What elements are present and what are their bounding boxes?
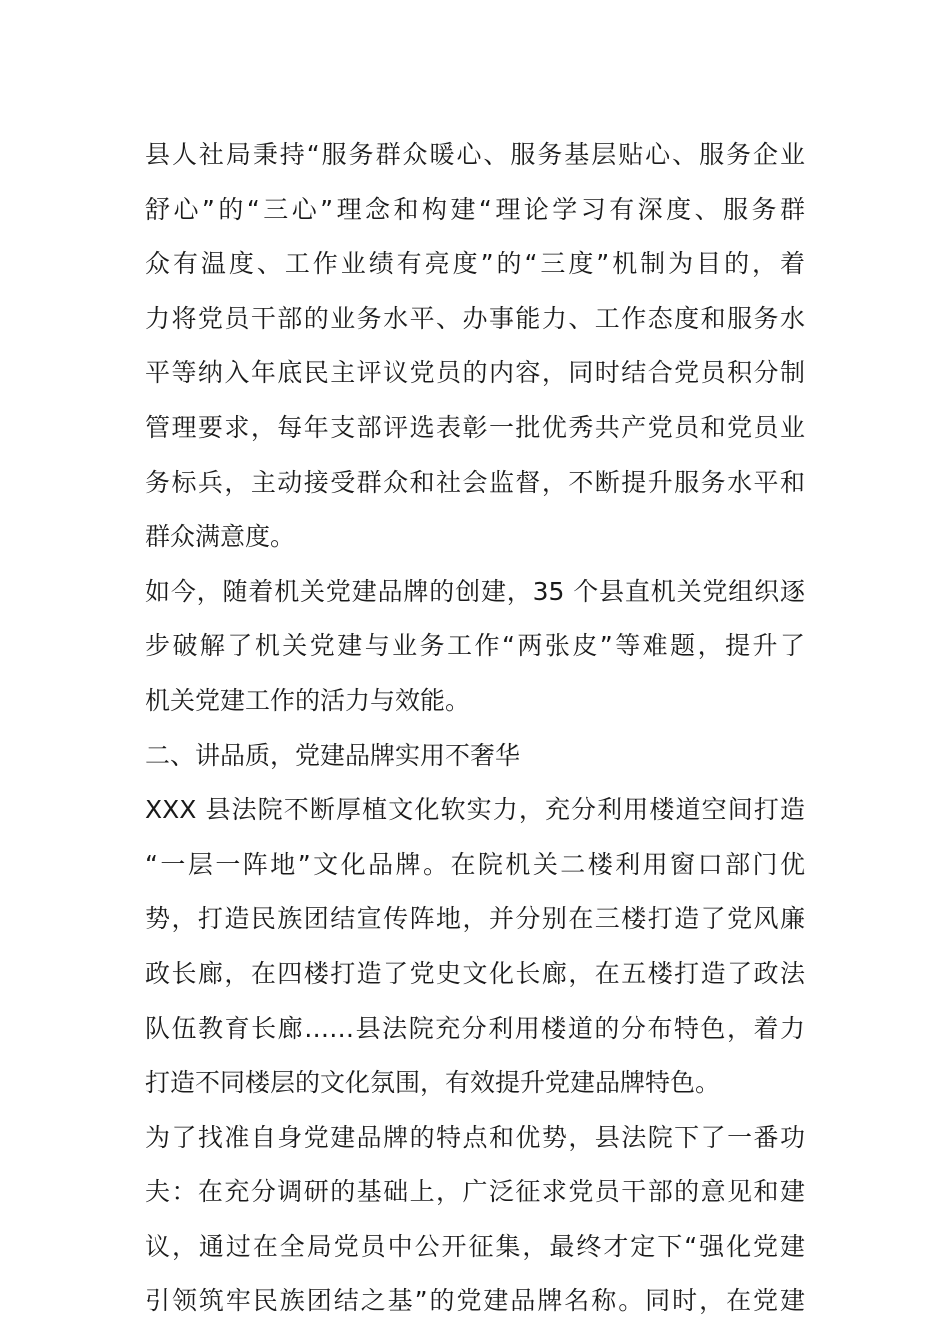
text-line: 机关党建工作的活力与效能。 xyxy=(145,685,471,715)
paragraph-2 xyxy=(145,565,805,729)
text-line: 务标兵，主动接受群众和社会监督，不断提升服务水平和 xyxy=(145,467,805,497)
text-line: 管理要求，每年支部评选表彰一批优秀共产党员和党员业 xyxy=(145,412,805,442)
text-line: 力将党员干部的业务水平、办事能力、工作态度和服务水 xyxy=(145,303,805,333)
text-line: 众有温度、工作业绩有亮度”的“三度”机制为目的，着 xyxy=(145,249,805,279)
paragraph-3 xyxy=(145,783,805,1111)
text-line: 平等纳入年底民主评议党员的内容，同时结合党员积分制 xyxy=(145,358,805,388)
text-line: 政长廊，在四楼打造了党史文化长廊，在五楼打造了政法 xyxy=(145,958,805,988)
text-line: 舒心”的“三心”理念和构建“理论学习有深度、服务群 xyxy=(145,194,805,224)
text-line: 如今，随着机关党建品牌的创建，35 个县直机关党组织逐 xyxy=(145,576,805,606)
text-line: 打造不同楼层的文化氛围，有效提升党建品牌特色。 xyxy=(145,1068,721,1098)
text-line: 为了找准自身党建品牌的特点和优势，县法院下了一番功 xyxy=(145,1122,805,1152)
section-heading xyxy=(145,729,805,784)
text-line: 势，打造民族团结宣传阵地，并分别在三楼打造了党风廉 xyxy=(145,904,805,934)
text-line: 县人社局秉持“服务群众暖心、服务基层贴心、服务企业 xyxy=(145,140,805,169)
paragraph-1 xyxy=(145,128,805,565)
paragraph-4 xyxy=(145,1111,805,1329)
text-line: 群众满意度。 xyxy=(145,522,296,552)
text-line: 议，通过在全局党员中公开征集，最终才定下“强化党建 xyxy=(145,1231,805,1261)
text-line: 夫：在充分调研的基础上，广泛征求党员干部的意见和建 xyxy=(145,1177,805,1207)
heading-line: 二、讲品质，党建品牌实用不奢华 xyxy=(145,740,521,770)
text-line: “一层一阵地”文化品牌。在院机关二楼利用窗口部门优 xyxy=(145,849,805,879)
text-line: 步破解了机关党建与业务工作“两张皮”等难题，提升了 xyxy=(145,631,805,661)
text-line: 引领筑牢民族团结之基”的党建品牌名称。同时，在党建 xyxy=(145,1286,805,1316)
document-body xyxy=(145,128,805,1329)
text-line: 队伍教育长廊……县法院充分利用楼道的分布特色，着力 xyxy=(145,1013,805,1043)
text-line: XXX 县法院不断厚植文化软实力，充分利用楼道空间打造 xyxy=(145,795,805,825)
